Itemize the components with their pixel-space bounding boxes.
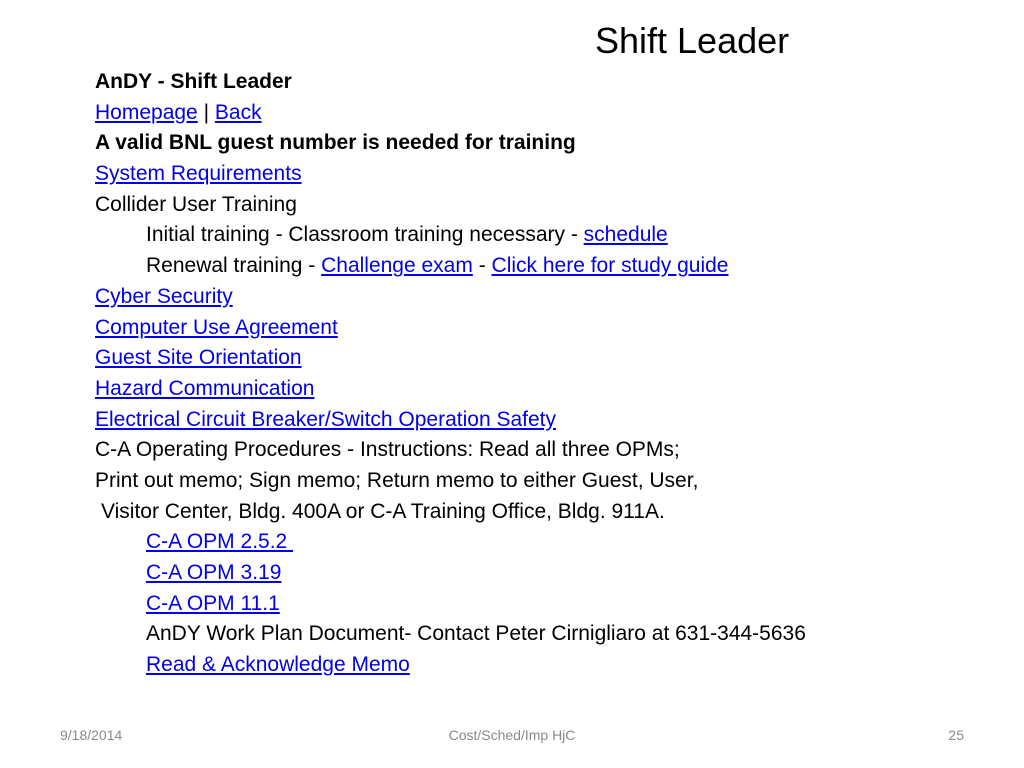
nav-links	[95, 98, 995, 129]
homepage-link[interactable]: Homepage	[95, 100, 198, 124]
opm-11-1-row	[95, 589, 995, 620]
opm-2-5-2-row	[95, 527, 995, 558]
guest-note: A valid BNL guest number is needed for training	[95, 131, 576, 155]
opm-3-19-row	[95, 558, 995, 589]
footer-page-number: 25	[948, 727, 964, 743]
electrical-safety-link[interactable]: Electrical Circuit Breaker/Switch Operation Safety	[95, 407, 557, 431]
ca-procedures-line-3: Visitor Center, Bldg. 400A or C-A Training Office, Bldg. 911A.	[101, 499, 665, 523]
read-acknowledge-memo-link[interactable]: Read & Acknowledge Memo	[146, 653, 410, 677]
ca-procedures-line-1: C-A Operating Procedures - Instructions: Read all three OPMs;	[95, 438, 680, 462]
slide-title: Shift Leader	[595, 20, 790, 61]
cyber-security-link[interactable]: Cyber Security	[95, 284, 233, 308]
nav-separator: |	[203, 100, 210, 124]
cyber-security-row	[95, 282, 995, 313]
hazard-communication-row	[95, 374, 995, 405]
opm-2-5-2-link[interactable]: C-A OPM 2.5.2	[146, 530, 294, 554]
study-guide-link[interactable]: Click here for study guide	[491, 254, 729, 278]
memo-row	[95, 650, 995, 681]
schedule-link[interactable]: schedule	[583, 223, 668, 247]
opm-11-1-link[interactable]: C-A OPM 11.1	[146, 591, 280, 615]
challenge-exam-link[interactable]: Challenge exam	[321, 254, 473, 278]
electrical-safety-row	[95, 405, 995, 436]
computer-use-agreement-link[interactable]: Computer Use Agreement	[95, 315, 338, 339]
guest-orientation-row	[95, 343, 995, 374]
slide-content	[95, 67, 995, 681]
renewal-dash: -	[472, 254, 492, 278]
footer-center-text: Cost/Sched/Imp HjC	[448, 727, 576, 743]
ca-procedures-line-2: Print out memo; Sign memo; Return memo to either Guest, User,	[95, 468, 699, 492]
footer-date: 9/18/2014	[60, 727, 123, 743]
work-plan-text: AnDY Work Plan Document- Contact Peter Cirnigliaro at 631-344-5636	[146, 622, 806, 646]
renewal-training-row	[95, 251, 995, 282]
guest-site-orientation-link[interactable]: Guest Site Orientation	[95, 346, 302, 370]
system-requirements-link[interactable]: System Requirements	[95, 162, 302, 186]
collider-training-label: Collider User Training	[95, 192, 297, 216]
opm-3-19-link[interactable]: C-A OPM 3.19	[146, 561, 282, 584]
back-link[interactable]: Back	[214, 100, 262, 124]
computer-use-row	[95, 313, 995, 344]
heading: AnDY - Shift Leader	[95, 70, 292, 93]
system-requirements-row	[95, 159, 995, 190]
initial-training-row	[95, 220, 995, 251]
hazard-communication-link[interactable]: Hazard Communication	[95, 376, 315, 400]
renewal-training-text: Renewal training -	[146, 254, 322, 278]
initial-training-text: Initial training - Classroom training necessary -	[146, 223, 584, 247]
